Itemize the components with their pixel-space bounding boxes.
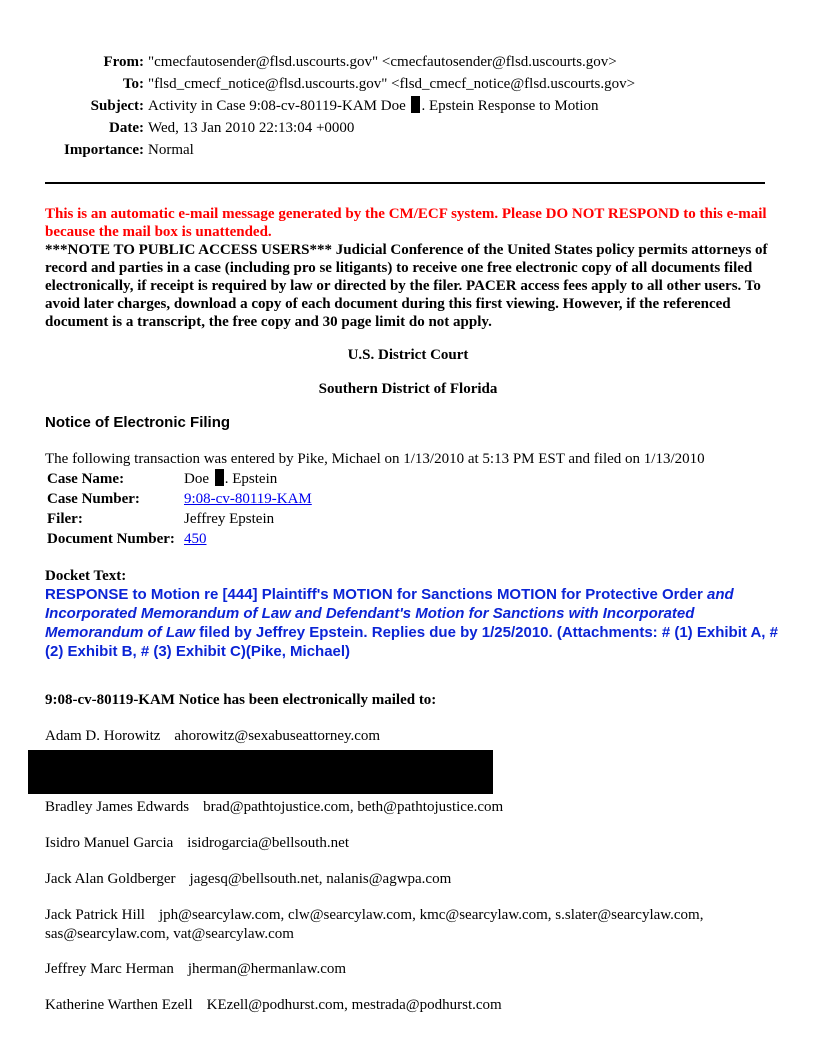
transaction-line: The following transaction was entered by Pike, Michael on 1/13/2010 at 5:13 PM EST and filed on 1/13/2010 xyxy=(45,451,705,467)
recipient-emails: isidrogarcia@bellsouth.net xyxy=(187,835,349,851)
case-name-end: . Epstein xyxy=(224,471,278,487)
case-info-table xyxy=(46,469,313,549)
redaction-block xyxy=(28,750,493,794)
docket-text-part1: RESPONSE to Motion re [444] Plaintiff's MOTION for Sanctions MOTION for Protective Order xyxy=(45,586,707,603)
recipient-emails: ahorowitz@sexabuseattorney.com xyxy=(174,728,381,744)
date-label: Date: xyxy=(109,120,144,136)
recipient-row xyxy=(45,727,775,746)
redaction-mark xyxy=(411,96,420,113)
docket-text-part3: filed by Jeffrey Epstein. Replies due by 1/25/2010. (Attachments: # (1) Exhibit A, # (2) Exhibit B, # (3) Exhibit C)(Pike, Michael) xyxy=(45,624,778,660)
recipient-row xyxy=(45,960,775,979)
case-name-row xyxy=(46,469,313,489)
importance-value: Normal xyxy=(148,142,194,158)
to-row xyxy=(0,73,816,95)
docket-label: Docket Text: xyxy=(45,568,127,584)
recipient-row xyxy=(45,996,775,1015)
filer-label: Filer: xyxy=(47,511,83,527)
recipient-name: Adam D. Horowitz xyxy=(45,728,161,744)
court-district: Southern District of Florida xyxy=(318,381,498,397)
auto-message-warning: This is an automatic e-mail message generated by the CM/ECF system. Please DO NOT RESPOND to this e-mail because the mail box is unattended. xyxy=(45,206,767,240)
date-value: Wed, 13 Jan 2010 22:13:04 +0000 xyxy=(148,120,355,136)
mailed-title: 9:08-cv-80119-KAM Notice has been electronically mailed to: xyxy=(45,692,437,708)
document-number-link[interactable]: 450 xyxy=(184,531,207,547)
case-number-label: Case Number: xyxy=(47,491,140,507)
from-value: "cmecfautosender@flsd.uscourts.gov" <cmecfautosender@flsd.uscourts.gov> xyxy=(148,54,617,70)
recipient-row xyxy=(45,834,775,853)
date-row xyxy=(0,117,816,139)
subject-value xyxy=(148,95,599,117)
public-access-note: ***NOTE TO PUBLIC ACCESS USERS*** Judicial Conference of the United States policy permits attorneys of record and parties in a case (including pro se litigants) to receive one free electronic copy of all documents filed electronically, if receipt is required by law or directed by the filer. PACER access fees apply to all other users. To avoid later charges, download a copy of each document during this first viewing. However, if the referenced document is a transcript, the free copy and 30 page limit do not apply. xyxy=(45,242,768,330)
case-number-link[interactable]: 9:08-cv-80119-KAM xyxy=(184,491,312,507)
recipient-row xyxy=(45,798,775,817)
docket-text-italic: and Incorporated Memorandum of Law and Defendant's Motion for Sanctions with Incorporated Memorandum of Law xyxy=(45,586,734,641)
recipient-emails: brad@pathtojustice.com, beth@pathtojustice.com xyxy=(203,799,504,815)
filer-value: Jeffrey Epstein xyxy=(184,511,275,527)
importance-row xyxy=(0,139,816,161)
document-number-row xyxy=(46,529,313,549)
from-row xyxy=(0,51,816,73)
subject-text-end: . Epstein Response to Motion xyxy=(421,98,599,114)
email-header xyxy=(0,51,816,161)
document-number-cell xyxy=(183,529,313,549)
recipient-row xyxy=(45,906,775,944)
subject-row xyxy=(0,95,816,117)
court-name: U.S. District Court xyxy=(347,347,469,363)
case-name-label: Case Name: xyxy=(47,471,125,487)
document-number-label: Document Number: xyxy=(47,531,175,547)
case-number-row xyxy=(46,489,313,509)
system-notice xyxy=(45,205,775,331)
recipient-name: Jeffrey Marc Herman xyxy=(45,961,174,977)
redaction-mark xyxy=(215,469,224,486)
recipient-emails: jph@searcylaw.com, clw@searcylaw.com, kmc@searcylaw.com, s.slater@searcylaw.com, sas@searcylaw.com, vat@searcylaw.com xyxy=(45,907,704,942)
recipient-name: Jack Alan Goldberger xyxy=(45,871,176,887)
recipient-emails: jherman@hermanlaw.com xyxy=(187,961,347,977)
recipient-emails: jagesq@bellsouth.net, nalanis@agwpa.com xyxy=(189,871,452,887)
subject-label: Subject: xyxy=(90,98,144,114)
case-number-cell xyxy=(183,489,313,509)
from-label: From: xyxy=(103,54,144,70)
case-name-value xyxy=(183,469,313,489)
recipient-row xyxy=(45,870,775,889)
recipient-emails: KEzell@podhurst.com, mestrada@podhurst.com xyxy=(206,997,502,1013)
recipient-name: Isidro Manuel Garcia xyxy=(45,835,174,851)
to-label: To: xyxy=(122,76,144,92)
case-name-start: Doe xyxy=(184,471,209,487)
docket-text xyxy=(45,585,780,661)
filer-row xyxy=(46,509,313,529)
recipient-name: Katherine Warthen Ezell xyxy=(45,997,193,1013)
header-divider xyxy=(45,182,765,184)
importance-label: Importance: xyxy=(64,142,144,158)
section-title: Notice of Electronic Filing xyxy=(45,414,231,431)
recipient-name: Bradley James Edwards xyxy=(45,799,190,815)
to-value: "flsd_cmecf_notice@flsd.uscourts.gov" <flsd_cmecf_notice@flsd.uscourts.gov> xyxy=(148,76,636,92)
subject-text-start: Activity in Case 9:08-cv-80119-KAM Doe xyxy=(148,98,406,114)
recipient-name: Jack Patrick Hill xyxy=(45,907,145,923)
